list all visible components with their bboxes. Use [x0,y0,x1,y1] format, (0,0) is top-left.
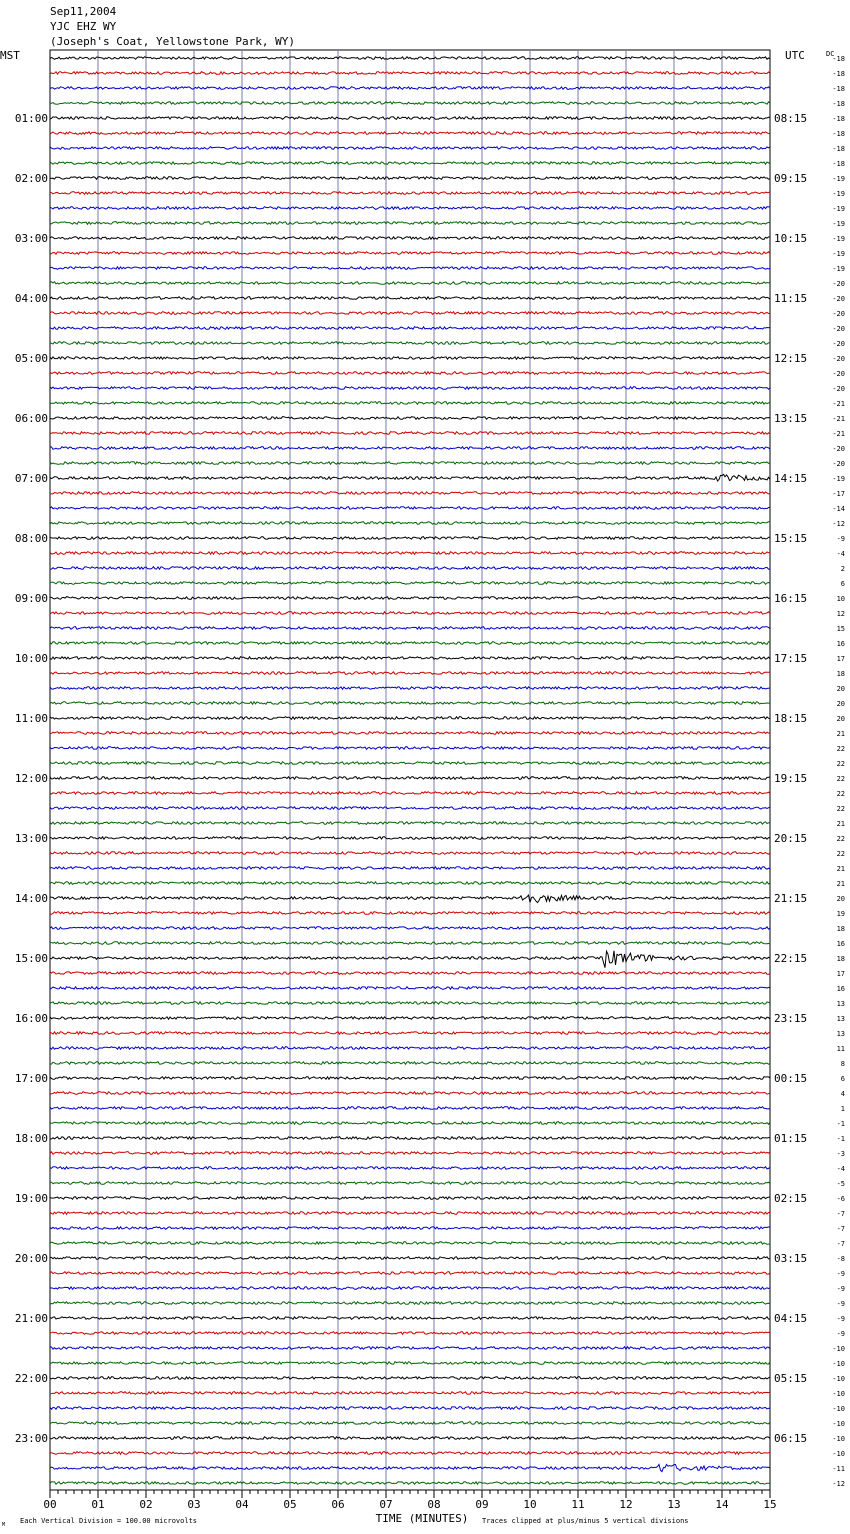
dc-offset-label: -19 [832,190,845,198]
trace-line [50,192,770,195]
dc-offset-label: -20 [832,385,845,393]
dc-offset-label: -21 [832,400,845,408]
trace-line [50,102,770,105]
trace-line [50,387,770,390]
dc-offset-label: -1 [836,1135,845,1143]
dc-offset-label: 6 [840,1075,845,1083]
left-hour-label: 16:00 [14,1012,48,1025]
dc-offset-label: 16 [836,640,845,648]
right-hour-label: 11:15 [774,292,808,305]
right-hour-label: 03:15 [774,1252,808,1265]
trace-line [50,1317,770,1320]
dc-offset-label: -20 [832,295,845,303]
dc-offset-label: -10 [832,1375,845,1383]
right-hour-label: 16:15 [774,592,808,605]
dc-offset-label: -9 [836,1270,845,1278]
trace-line [50,492,770,495]
right-hour-label: 05:15 [774,1372,808,1385]
trace-line [50,1107,770,1110]
trace-line [50,207,770,210]
dc-offset-label: -19 [832,220,845,228]
trace-line [50,642,770,645]
right-hour-label: 13:15 [774,412,808,425]
right-hour-label: 02:15 [774,1192,808,1205]
dc-offset-label: -17 [832,490,845,498]
right-hour-label: 04:15 [774,1312,808,1325]
dc-offset-label: -1 [836,1120,845,1128]
trace-line [50,1182,770,1185]
dc-offset-label: -5 [836,1180,845,1188]
dc-offset-label: 16 [836,940,845,948]
trace-line [50,447,770,450]
trace-line [50,147,770,150]
trace-line [50,117,770,120]
right-hour-label: 21:15 [774,892,808,905]
left-hour-label: 15:00 [14,952,48,965]
trace-line [50,747,770,750]
dc-offset-label: 13 [836,1015,845,1023]
trace-line [50,687,770,690]
trace-line [50,1482,770,1485]
trace-line [50,762,770,765]
trace-line [50,1032,770,1035]
right-hour-label: 20:15 [774,832,808,845]
right-hour-label: 15:15 [774,532,808,545]
trace-line [50,342,770,345]
x-tick-label: 07 [379,1498,393,1511]
x-tick-label: 00 [43,1498,57,1511]
scale-note: Each Vertical Division = 100.00 microvolts [20,1517,198,1525]
dc-offset-label: -9 [836,1330,845,1338]
right-hour-label: 22:15 [774,952,808,965]
dc-offset-label: -10 [832,1420,845,1428]
trace-line [50,822,770,825]
dc-offset-label: 18 [836,925,845,933]
trace-line [50,1212,770,1215]
dc-header-label: DC [826,50,835,58]
header-location: (Joseph's Coat, Yellowstone Park, WY) [50,35,296,48]
dc-offset-label: 4 [840,1090,845,1098]
dc-offset-label: -3 [836,1150,845,1158]
left-hour-label: 22:00 [14,1372,48,1385]
left-hour-label: 12:00 [14,772,48,785]
trace-line [50,852,770,855]
right-hour-label: 06:15 [774,1432,808,1445]
left-hour-label: 05:00 [14,352,48,365]
dc-offset-label: -9 [836,535,845,543]
trace-line [50,297,770,300]
left-hour-label: 18:00 [14,1132,48,1145]
trace-line [50,951,770,968]
dc-offset-label: 1 [840,1105,845,1113]
trace-line [50,597,770,600]
left-hour-label: 14:00 [14,892,48,905]
trace-line [50,912,770,915]
dc-offset-label: 18 [836,670,845,678]
dc-offset-label: -9 [836,1300,845,1308]
trace-line [50,627,770,630]
trace-line [50,807,770,810]
x-tick-label: 02 [139,1498,153,1511]
trace-line [50,672,770,675]
trace-line [50,1437,770,1440]
dc-offset-label: -14 [832,505,845,513]
trace-line [50,1332,770,1335]
dc-offset-label: -10 [832,1390,845,1398]
clip-note: Traces clipped at plus/minus 5 vertical divisions [482,1517,689,1525]
dc-offset-label: -7 [836,1240,845,1248]
x-tick-label: 04 [235,1498,249,1511]
dc-offset-label: 11 [836,1045,845,1053]
trace-line [50,1302,770,1305]
left-hour-label: 19:00 [14,1192,48,1205]
x-tick-label: 05 [283,1498,297,1511]
right-hour-label: 14:15 [774,472,808,485]
dc-offset-label: -9 [836,1315,845,1323]
dc-offset-label: 10 [836,595,845,603]
dc-offset-label: -19 [832,475,845,483]
left-hour-label: 20:00 [14,1252,48,1265]
header-date: Sep11,2004 [50,5,117,18]
trace-line [50,1377,770,1380]
dc-offset-label: -20 [832,370,845,378]
dc-offset-label: -12 [832,1480,845,1488]
dc-offset-label: 8 [840,1060,845,1068]
trace-line [50,72,770,75]
dc-offset-label: 22 [836,790,845,798]
dc-offset-label: 2 [840,565,845,573]
dc-offset-label: -19 [832,250,845,258]
trace-line [50,582,770,585]
trace-line [50,1227,770,1230]
trace-line [50,222,770,225]
dc-offset-label: 22 [836,850,845,858]
trace-line [50,507,770,510]
utc-label: UTC [785,49,805,62]
dc-offset-label: 21 [836,880,845,888]
dc-offset-label: 22 [836,805,845,813]
left-hour-label: 06:00 [14,412,48,425]
trace-line [50,1464,770,1471]
x-tick-label: 15 [763,1498,777,1511]
left-hour-label: 04:00 [14,292,48,305]
dc-offset-label: -20 [832,445,845,453]
trace-line [50,1017,770,1020]
trace-line [50,1092,770,1095]
dc-offset-label: -8 [836,1255,845,1263]
trace-line [50,462,770,465]
dc-offset-label: -9 [836,1285,845,1293]
dc-offset-label: -7 [836,1210,845,1218]
dc-offset-label: -7 [836,1225,845,1233]
dc-offset-label: -19 [832,205,845,213]
trace-line [50,1242,770,1245]
dc-offset-label: 22 [836,745,845,753]
trace-line [50,1197,770,1200]
trace-line [50,417,770,420]
dc-offset-label: -10 [832,1435,845,1443]
trace-line [50,792,770,795]
x-axis-label: TIME (MINUTES) [375,1512,469,1525]
dc-offset-label: -18 [832,130,845,138]
dc-offset-label: -6 [836,1195,845,1203]
left-hour-label: 09:00 [14,592,48,605]
dc-offset-label: 17 [836,655,845,663]
left-hour-label: 03:00 [14,232,48,245]
dc-offset-label: 20 [836,895,845,903]
right-hour-label: 09:15 [774,172,808,185]
dc-offset-label: 6 [840,580,845,588]
mst-label: MST [0,49,20,62]
dc-offset-label: -19 [832,175,845,183]
left-hour-label: 01:00 [14,112,48,125]
dc-offset-label: -18 [832,70,845,78]
right-hour-label: 19:15 [774,772,808,785]
trace-line [50,552,770,555]
trace-line [50,567,770,570]
x-tick-label: 11 [571,1498,585,1511]
left-hour-label: 13:00 [14,832,48,845]
dc-offset-label: 22 [836,775,845,783]
dc-offset-label: 20 [836,700,845,708]
trace-line [50,537,770,540]
trace-line [50,927,770,930]
trace-line [50,177,770,180]
trace-line [50,1152,770,1155]
trace-line [50,372,770,375]
trace-line [50,1272,770,1275]
dc-offset-label: -18 [832,85,845,93]
left-hour-label: 02:00 [14,172,48,185]
dc-offset-label: -10 [832,1405,845,1413]
dc-offset-label: -10 [832,1360,845,1368]
trace-line [50,612,770,615]
trace-line [50,252,770,255]
dc-offset-label: 22 [836,760,845,768]
x-tick-label: 13 [667,1498,681,1511]
trace-line [50,1422,770,1425]
dc-offset-label: -18 [832,160,845,168]
dc-offset-label: -21 [832,430,845,438]
trace-line [50,474,770,481]
trace-line [50,732,770,735]
trace-line [50,1287,770,1290]
header-station: YJC EHZ WY [50,20,117,33]
trace-line [50,132,770,135]
trace-line [50,1122,770,1125]
left-hour-label: 11:00 [14,712,48,725]
trace-line [50,882,770,885]
trace-line [50,162,770,165]
dc-offset-label: -19 [832,265,845,273]
x-tick-label: 14 [715,1498,729,1511]
dc-offset-label: -18 [832,145,845,153]
trace-line [50,1077,770,1080]
trace-line [50,357,770,360]
x-tick-label: 03 [187,1498,201,1511]
dc-offset-label: -19 [832,235,845,243]
trace-line [50,522,770,525]
left-hour-label: 07:00 [14,472,48,485]
dc-offset-label: -12 [832,520,845,528]
right-hour-label: 01:15 [774,1132,808,1145]
dc-offset-label: -18 [832,55,845,63]
trace-line [50,267,770,270]
left-hour-label: 17:00 [14,1072,48,1085]
trace-line [50,1002,770,1005]
x-tick-label: 08 [427,1498,441,1511]
dc-offset-label: -20 [832,325,845,333]
right-hour-label: 10:15 [774,232,808,245]
trace-line [50,1347,770,1350]
right-hour-label: 23:15 [774,1012,808,1025]
trace-line [50,1062,770,1065]
trace-line [50,777,770,780]
trace-line [50,702,770,705]
dc-offset-label: 18 [836,955,845,963]
trace-line [50,1047,770,1050]
dc-offset-label: -10 [832,1450,845,1458]
dc-offset-label: -18 [832,115,845,123]
dc-offset-label: -20 [832,340,845,348]
trace-line [50,987,770,990]
dc-offset-label: -21 [832,415,845,423]
dc-offset-label: 12 [836,610,845,618]
x-tick-label: 01 [91,1498,105,1511]
left-hour-label: 08:00 [14,532,48,545]
trace-line [50,87,770,90]
dc-offset-label: 19 [836,910,845,918]
dc-offset-label: -20 [832,460,845,468]
trace-line [50,57,770,60]
trace-line [50,1392,770,1395]
trace-line [50,1257,770,1260]
dc-offset-label: -18 [832,100,845,108]
dc-offset-label: -20 [832,310,845,318]
plot-frame [50,50,770,1490]
dc-offset-label: 13 [836,1000,845,1008]
trace-line [50,312,770,315]
dc-offset-label: -11 [832,1465,845,1473]
trace-line [50,942,770,945]
trace-line [50,837,770,840]
x-tick-label: 09 [475,1498,489,1511]
dc-offset-label: -20 [832,355,845,363]
trace-line [50,867,770,870]
right-hour-label: 17:15 [774,652,808,665]
right-hour-label: 00:15 [774,1072,808,1085]
right-hour-label: 18:15 [774,712,808,725]
right-hour-label: 12:15 [774,352,808,365]
dc-offset-label: -4 [836,550,845,558]
trace-line [50,282,770,285]
dc-offset-label: 21 [836,820,845,828]
dc-offset-label: 21 [836,865,845,873]
x-tick-label: 06 [331,1498,345,1511]
trace-line [50,237,770,240]
trace-line [50,1407,770,1410]
dc-offset-label: 17 [836,970,845,978]
trace-line [50,327,770,330]
dc-offset-label: 15 [836,625,845,633]
trace-line [50,717,770,720]
left-hour-label: 23:00 [14,1432,48,1445]
dc-offset-label: -10 [832,1345,845,1353]
dc-offset-label: 20 [836,685,845,693]
dc-offset-label: 22 [836,835,845,843]
trace-line [50,1362,770,1365]
x-tick-label: 10 [523,1498,537,1511]
trace-line [50,895,770,903]
trace-line [50,432,770,435]
dc-offset-label: 13 [836,1030,845,1038]
corner-mark: M [2,1522,6,1528]
left-hour-label: 21:00 [14,1312,48,1325]
trace-line [50,1452,770,1455]
right-hour-label: 08:15 [774,112,808,125]
trace-line [50,1167,770,1170]
dc-offset-label: 21 [836,730,845,738]
left-hour-label: 10:00 [14,652,48,665]
x-tick-label: 12 [619,1498,633,1511]
dc-offset-label: -20 [832,280,845,288]
dc-offset-label: -4 [836,1165,845,1173]
trace-line [50,402,770,405]
trace-line [50,657,770,660]
dc-offset-label: 16 [836,985,845,993]
dc-offset-label: 20 [836,715,845,723]
trace-line [50,1137,770,1140]
trace-line [50,972,770,975]
